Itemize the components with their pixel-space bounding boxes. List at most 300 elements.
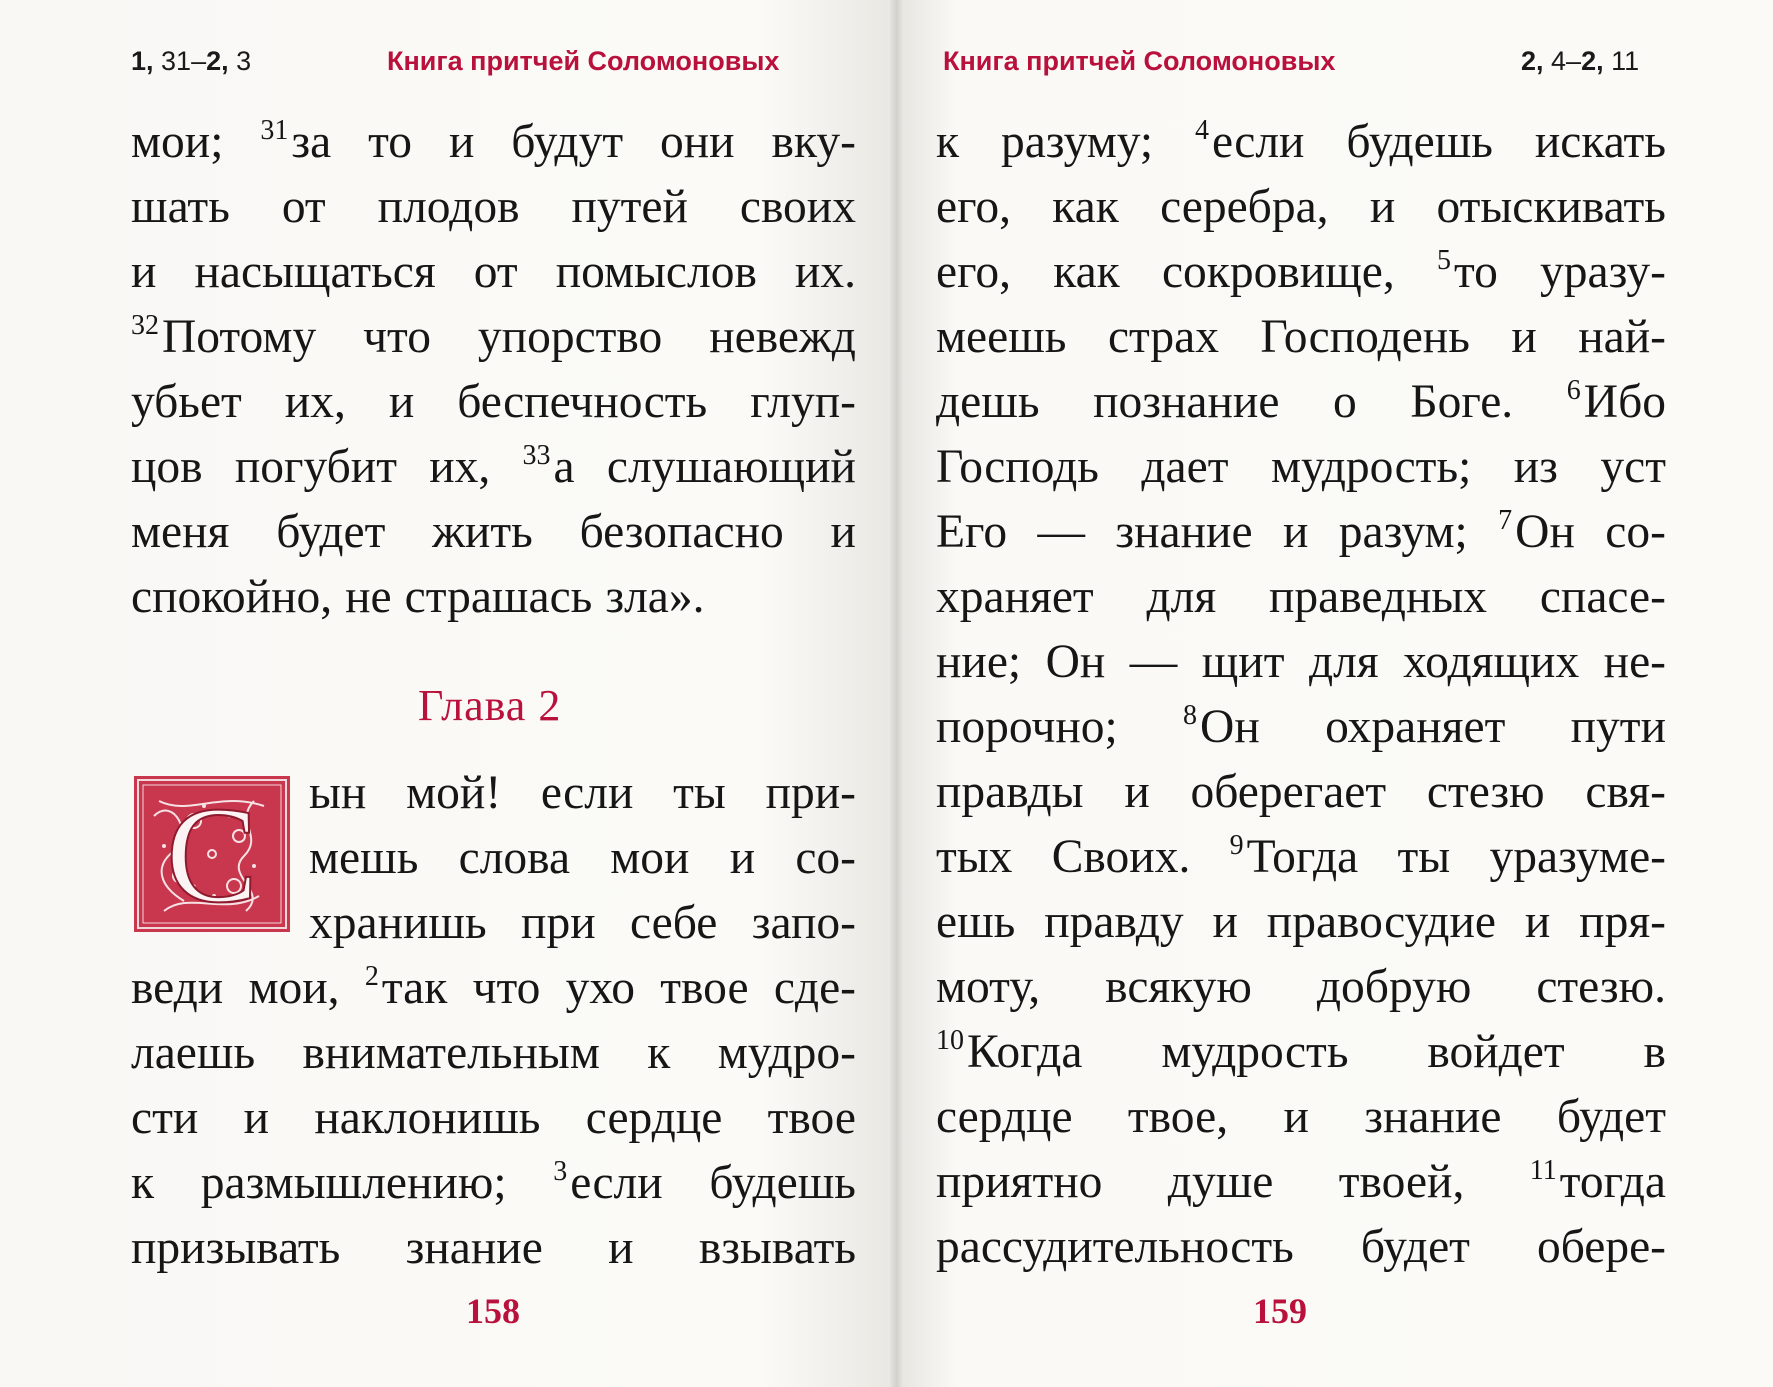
word-text: отыскивать (1436, 181, 1666, 233)
word (244, 1086, 269, 1151)
left-text-block-chapter-2 (131, 956, 856, 1281)
word-text: будет (1556, 1091, 1666, 1143)
verse-number: 7 (1498, 505, 1513, 536)
word (365, 956, 448, 1021)
word-text: невежд (709, 311, 856, 363)
word (1333, 370, 1357, 435)
word-text: дает (1141, 441, 1229, 493)
word-text: Когда (967, 1026, 1083, 1078)
word (936, 1085, 1073, 1150)
word (936, 110, 959, 175)
word-text: дешь (936, 376, 1040, 428)
word-text: путей (571, 181, 688, 233)
word (1644, 1020, 1666, 1085)
word (936, 1150, 1102, 1215)
word-text: и (388, 376, 415, 428)
word-text: и (448, 116, 475, 168)
word (608, 1216, 633, 1281)
text-line (936, 1085, 1666, 1150)
word-text: Он (1045, 636, 1106, 688)
word-text: приятно (936, 1156, 1103, 1208)
word-text: сти (131, 1092, 199, 1144)
word (1146, 565, 1216, 630)
word-text: знание (405, 1222, 543, 1274)
word (936, 240, 1011, 305)
word (285, 370, 346, 435)
word (660, 110, 735, 175)
word (740, 175, 856, 240)
word (1105, 955, 1252, 1020)
word-text: щит (1201, 636, 1285, 688)
word (586, 1086, 723, 1151)
word-text: не- (1603, 636, 1666, 688)
right-header-verse-range: 2, 4–2, 11 (1521, 46, 1640, 76)
word-text: от (281, 181, 326, 233)
word-text: Он (1515, 506, 1575, 558)
word (282, 175, 326, 240)
word-text: тогда (1559, 1156, 1666, 1208)
word-text: — (1037, 506, 1085, 558)
word-text: ты (1397, 831, 1451, 883)
word-text: его, (936, 246, 1012, 298)
word (610, 826, 689, 891)
text-line (936, 1150, 1666, 1215)
word-text: ние; (936, 636, 1022, 688)
word-text: сердце (585, 1092, 723, 1144)
word-text: ешь (936, 896, 1016, 948)
word-text: знание (1364, 1091, 1502, 1143)
word (131, 175, 230, 240)
text-line (936, 760, 1666, 825)
word-text: ходящих (1403, 636, 1580, 688)
word-text: шать (131, 181, 230, 233)
word (1585, 760, 1666, 825)
word-text: со- (795, 832, 856, 884)
word-text: и (608, 1222, 634, 1274)
text-line (936, 435, 1666, 500)
word-text: своих (739, 181, 856, 233)
word-text: запо- (751, 897, 856, 949)
word (1535, 110, 1666, 175)
word-text: будет (1360, 1221, 1470, 1273)
verse-number: 6 (1566, 375, 1581, 406)
text-line (131, 761, 856, 826)
word-text: обере- (1536, 1221, 1666, 1273)
word (1537, 1215, 1666, 1280)
left-text-block-chapter-1 (131, 110, 856, 630)
text-line (936, 370, 1666, 435)
word (449, 110, 474, 175)
word (1108, 305, 1219, 370)
word (194, 240, 435, 305)
book-gutter (890, 0, 902, 1387)
word-text: мой! (406, 767, 502, 819)
word (1044, 890, 1183, 955)
word-text: мои (610, 832, 690, 884)
word (309, 761, 366, 826)
text-line (936, 955, 1666, 1020)
text-line (936, 240, 1666, 305)
text-line (936, 305, 1666, 370)
word (406, 1216, 543, 1281)
word-text: пути (1570, 701, 1666, 753)
text-line (936, 565, 1666, 630)
word-text: Он (1200, 701, 1260, 753)
word (766, 761, 856, 826)
word-text: праведных (1268, 571, 1488, 623)
word-text: тых (936, 831, 1013, 883)
word-text: жить (432, 506, 533, 558)
word-text: знание (1115, 506, 1253, 558)
word-text: и (1283, 1091, 1309, 1143)
word-text: слушающий (606, 441, 856, 493)
word (309, 891, 487, 956)
word-text: мои, (248, 962, 340, 1014)
word (768, 1086, 856, 1151)
word-text: стезю (1426, 766, 1545, 818)
word-text: душе (1167, 1156, 1274, 1208)
word-text: свя- (1585, 766, 1666, 818)
word-text: к (936, 116, 960, 168)
word-text: к (647, 1027, 671, 1079)
word-text: ты (673, 767, 726, 819)
verse-number: 32 (131, 310, 159, 341)
word-text: и (729, 832, 756, 884)
word-text: спокойно, (131, 571, 333, 623)
verse-number: 10 (936, 1025, 964, 1056)
verse-number: 2 (364, 961, 379, 992)
word-text: най- (1578, 311, 1666, 363)
word-text: стезю. (1536, 961, 1666, 1013)
word-text: уразу- (1540, 246, 1666, 298)
word (131, 110, 223, 175)
word-text: слова (458, 832, 571, 884)
word-text: твое, (1127, 1091, 1229, 1143)
word-text: уст (1600, 441, 1666, 493)
word (1398, 825, 1451, 890)
word (1427, 1020, 1564, 1085)
word-text: ухо (565, 962, 636, 1014)
word (1346, 110, 1493, 175)
word (314, 1086, 540, 1151)
word (1052, 175, 1119, 240)
right-page-number: 159 (1253, 1291, 1307, 1331)
word-text: и (1124, 766, 1150, 818)
word (1579, 890, 1666, 955)
word (718, 1021, 856, 1086)
text-line (131, 175, 856, 240)
word (936, 890, 1015, 955)
word (131, 305, 316, 370)
word (831, 500, 856, 565)
word (511, 110, 623, 175)
word (1267, 890, 1496, 955)
word (730, 826, 755, 891)
word (1283, 1085, 1308, 1150)
word (276, 500, 385, 565)
word (1130, 630, 1178, 695)
word-text: порочно; (936, 701, 1118, 753)
word-text: оберегает (1190, 766, 1387, 818)
word-text: Ибо (1583, 376, 1666, 428)
word (1230, 825, 1359, 890)
word (131, 1021, 255, 1086)
word (432, 500, 533, 565)
word (459, 826, 570, 891)
word-text: при- (765, 767, 856, 819)
verse-number: 4 (1194, 115, 1209, 146)
word (1578, 305, 1666, 370)
word (1213, 890, 1238, 955)
text-line (131, 1021, 856, 1086)
text-line (131, 826, 856, 891)
word-text: их, (429, 441, 491, 493)
word (523, 435, 575, 500)
verse-number: 11 (1529, 1155, 1557, 1186)
word (936, 305, 1066, 370)
word-text: и (1369, 181, 1396, 233)
word (131, 240, 156, 305)
word (131, 956, 223, 1021)
word-text: и (131, 246, 157, 298)
word (1317, 955, 1471, 1020)
word (1511, 305, 1536, 370)
text-line (131, 1151, 856, 1216)
word (1530, 1150, 1666, 1215)
text-line (131, 891, 856, 956)
word (405, 565, 593, 630)
word-text: спасе- (1539, 571, 1666, 623)
word-text: Господень (1260, 311, 1470, 363)
right-header-book-title: Книга притчей Соломоновых (943, 46, 1336, 76)
word (1162, 240, 1395, 305)
word-text: познание (1093, 376, 1280, 428)
word (580, 500, 784, 565)
verse-number: 9 (1229, 830, 1244, 861)
word (1437, 175, 1666, 240)
word-text: то (368, 116, 413, 168)
word (936, 955, 1040, 1020)
word (378, 175, 520, 240)
word-text: к (131, 1157, 155, 1209)
word-text: так (381, 962, 448, 1014)
text-line (936, 175, 1666, 240)
word (1001, 110, 1153, 175)
word (1115, 500, 1252, 565)
right-page (896, 0, 1773, 1387)
text-line (131, 435, 856, 500)
word-text: меешь (936, 311, 1067, 363)
word (1183, 695, 1260, 760)
word-text: сокровище, (1161, 246, 1395, 298)
word (131, 1086, 198, 1151)
verse-number: 33 (522, 440, 551, 471)
word (1052, 825, 1191, 890)
word (389, 370, 414, 435)
word (605, 565, 704, 630)
left-text-block-dropcap-lines (131, 761, 856, 956)
word (345, 565, 392, 630)
left-header-book-title: Книга притчей Соломоновых (387, 46, 780, 76)
word-text: Своих. (1051, 831, 1191, 883)
word-text: мудрость (1161, 1026, 1349, 1078)
word-text: при (521, 897, 596, 949)
word (1202, 630, 1285, 695)
word-text: вку- (771, 116, 856, 168)
word (936, 695, 1118, 760)
word (541, 761, 633, 826)
word (772, 110, 856, 175)
word-text: и (1524, 896, 1551, 948)
text-line (131, 1086, 856, 1151)
word-text: страшась (404, 571, 593, 623)
word-text: мудро- (717, 1027, 856, 1079)
word-text: и (830, 506, 856, 558)
word-text: разуму; (1000, 116, 1154, 168)
word-text: Господь (936, 441, 1099, 493)
word-text: добрую (1316, 961, 1472, 1013)
word (1557, 1085, 1666, 1150)
word (368, 110, 412, 175)
word-text: то (1453, 246, 1498, 298)
text-line (131, 370, 856, 435)
word-text: и (1511, 311, 1537, 363)
chapter-heading: Глава 2 (418, 681, 562, 730)
left-header-verse-range: 1, 31–2, 3 (131, 46, 252, 76)
word-text: пря- (1579, 896, 1666, 948)
word-text: правосудие (1266, 896, 1496, 948)
word-text: уразуме- (1489, 831, 1666, 883)
word (1271, 435, 1471, 500)
word-text: и (1212, 896, 1238, 948)
text-line (131, 1216, 856, 1281)
word-text: веди (131, 962, 224, 1014)
word (936, 1215, 1294, 1280)
word (673, 761, 726, 826)
svg-text:С: С (165, 778, 259, 931)
word (1571, 695, 1666, 760)
text-line (131, 110, 856, 175)
word-text: убьет (131, 376, 242, 428)
word-text: будешь (1346, 116, 1493, 168)
word (302, 1021, 599, 1086)
word (699, 1216, 856, 1281)
word (553, 1151, 662, 1216)
word (774, 956, 856, 1021)
word-text: всякую (1105, 961, 1252, 1013)
word (750, 370, 856, 435)
word-text: и (243, 1092, 270, 1144)
word (936, 760, 1084, 825)
word (478, 305, 662, 370)
word-text: рассудительность (936, 1221, 1294, 1273)
word (1053, 240, 1120, 305)
verse-number: 5 (1436, 245, 1451, 276)
word (235, 435, 397, 500)
word-text: твое (767, 1092, 856, 1144)
word-text: размышлению; (200, 1157, 507, 1209)
word (1124, 760, 1149, 825)
word-text: его, (936, 181, 1012, 233)
word (936, 500, 1007, 565)
word-text: если (570, 1157, 663, 1209)
word (936, 435, 1099, 500)
word (1514, 435, 1558, 500)
verse-number: 31 (260, 115, 289, 146)
word (1410, 370, 1513, 435)
word (1540, 565, 1666, 630)
word (1437, 240, 1498, 305)
word-text: лаешь (131, 1027, 256, 1079)
word-text: их. (794, 246, 856, 298)
word (429, 435, 490, 500)
right-text-block (936, 110, 1666, 1280)
word (1195, 110, 1304, 175)
word (1403, 630, 1579, 695)
left-page-number: 158 (466, 1291, 520, 1331)
word (1498, 500, 1575, 565)
word-text: Тогда (1246, 831, 1359, 883)
word-text: упорство (477, 311, 663, 363)
word-text: взывать (698, 1222, 856, 1274)
word (363, 305, 431, 370)
word-text: будут (511, 116, 624, 168)
word (131, 370, 242, 435)
word (1605, 500, 1666, 565)
word-text: правды (936, 766, 1084, 818)
word (1128, 1085, 1228, 1150)
word (1600, 435, 1666, 500)
word (201, 1151, 507, 1216)
word (795, 240, 856, 305)
word (1525, 890, 1550, 955)
word-text: не (345, 571, 392, 623)
word-text: со- (1605, 506, 1666, 558)
word-text: безопасно (579, 506, 784, 558)
word (936, 1020, 1082, 1085)
text-line (936, 825, 1666, 890)
word-text: Потому (162, 311, 317, 363)
word-text: глуп- (750, 376, 856, 428)
word (1037, 500, 1085, 565)
word-text: себе (630, 897, 718, 949)
word (1540, 240, 1666, 305)
word-text: Его (936, 506, 1008, 558)
word (1604, 630, 1666, 695)
text-line (936, 630, 1666, 695)
word (1427, 760, 1545, 825)
word-text: разум; (1338, 506, 1468, 558)
word (556, 240, 757, 305)
word-text: насыщаться (194, 246, 436, 298)
word-text: меня (131, 506, 230, 558)
word (1283, 500, 1308, 565)
word-text: плодов (377, 181, 520, 233)
word (936, 565, 1094, 630)
text-line (936, 890, 1666, 955)
word-text: что (472, 962, 541, 1014)
word-text: как (1053, 246, 1120, 298)
word (1370, 175, 1395, 240)
word-text: призывать (131, 1222, 341, 1274)
word (1168, 1150, 1274, 1215)
word-text: в (1643, 1026, 1666, 1078)
word-text: если (1211, 116, 1305, 168)
word (131, 500, 229, 565)
word (607, 435, 856, 500)
word (1046, 630, 1106, 695)
word (131, 435, 203, 500)
